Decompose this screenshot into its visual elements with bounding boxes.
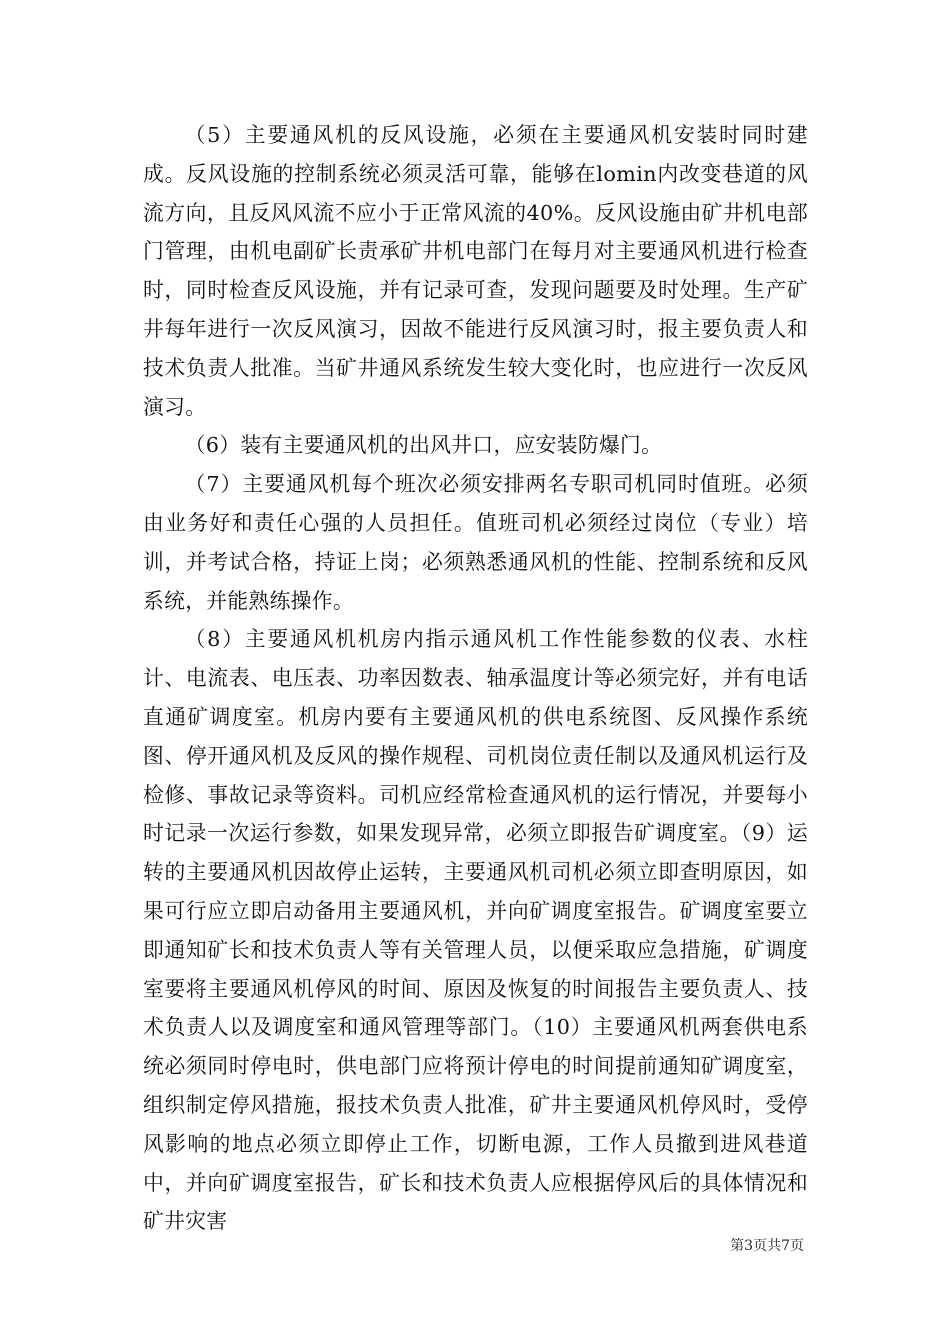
paragraph-fan-room-instruments: （8）主要通风机机房内指示通风机工作性能参数的仪表、水柱计、电流表、电压表、功率因数表、轴承温度计等必须完好，并有电话直通矿调度室。机房内要有主要通风机的供电系统图、反风操作系统图、停开通风机及反风的操作规程、司机岗位责任制以及通风机运行及检修、事故记录等资料。司机应经常检查通风机的运行情况，并要每小时记录一次运行参数，如果发现异常，必须立即报告矿调度室。（9）运转的主要通风机因故停止运转，主要通风机司机必须立即查明原因，如果可行应立即启动备用主要通风机，并向矿调度室报告。矿调度室要立即通知矿长和技术负责人等有关管理人员，以便采取应急措施，矿调度室要将主要通风机停风的时间、原因及恢复的时间报告主要负责人、技术负责人以及调度室和通风管理等部门。（10）主要通风机两套供电系统必须同时停电时，供电部门应将预计停电的时间提前通知矿调度室，组织制定停风措施，报技术负责人批准，矿井主要通风机停风时，受停风影响的地点必须立即停止工作，切断电源，工作人员撤到进风巷道中，并向矿调度室报告，矿长和技术负责人应根据停风后的具体情况和矿井灾害 xyxy=(143,627,808,1234)
paragraph-fan-operators: （7）主要通风机每个班次必须安排两名专职司机同时值班。必须由业务好和责任心强的人员担任。值班司机必须经过岗位（专业）培训，并考试合格，持证上岗；必须熟悉通风机的性能、控制系统和反风系统，并能熟练操作。 xyxy=(143,472,808,613)
page-footer xyxy=(0,1236,950,1256)
page-number: 第3页共7页 xyxy=(730,1238,804,1254)
document-body xyxy=(143,116,808,1241)
paragraph-fan-reversal-facilities: （5）主要通风机的反风设施，必须在主要通风机安装时同时建成。反风设施的控制系统必须灵活可靠，能够在lomin内改变巷道的风流方向，且反风风流不应小于正常风流的40%。反风设施由矿井机电部门管理，由机电副矿长责承矿井机电部门在每月对主要通风机进行检查时，同时检查反风设施，并有记录可查，发现问题要及时处理。生产矿井每年进行一次反风演习，因故不能进行反风演习时，报主要负责人和技术负责人批准。当矿井通风系统发生较大变化时，也应进行一次反风演习。 xyxy=(143,123,808,419)
paragraph-explosion-door: （6）装有主要通风机的出风井口，应安装防爆门。 xyxy=(184,433,663,458)
